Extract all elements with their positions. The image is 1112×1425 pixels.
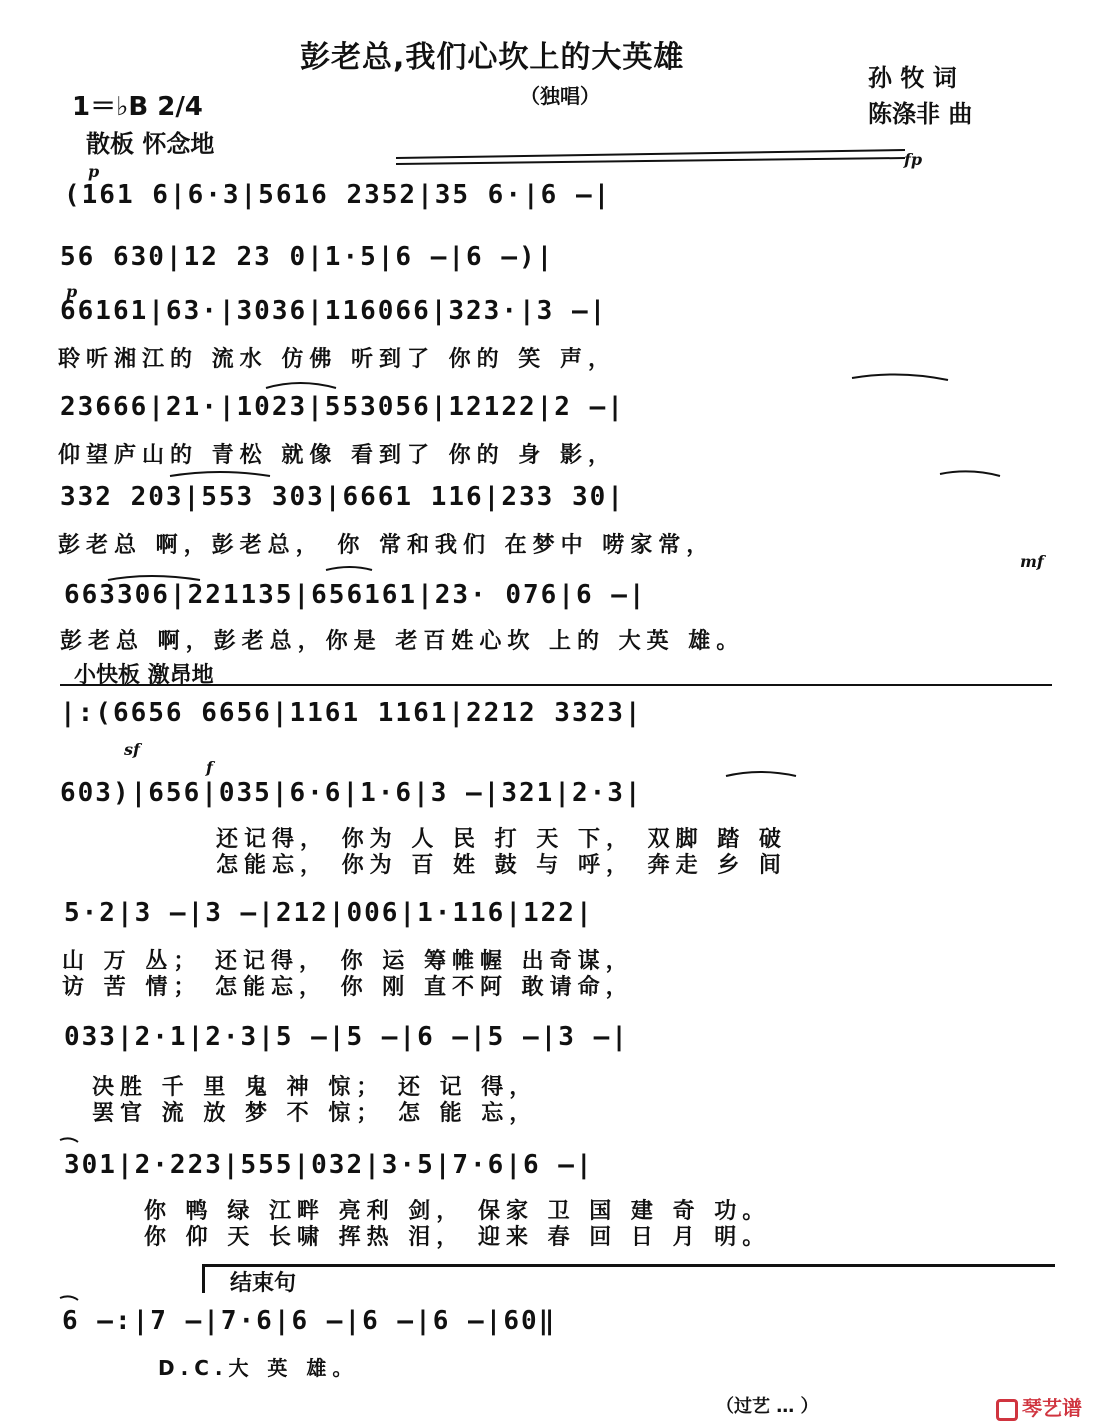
dynamic-p-1: p [88,162,100,181]
notation-row-4: 23666|21·|1023|553056|12122|2 —| [60,392,625,422]
notation-row-8: 603)|656|035|6·6|1·6|3 —|321|2·3| [60,778,643,808]
lyrics-row-9-verse-1: 山 万 丛； 还记得， 你 运 筹帷幄 出奇谋， [62,949,634,974]
notation-row-3: 66161|63·|3036|116066|323·|3 —| [60,296,608,326]
footer-note: （过艺 … ） [716,1396,819,1417]
lyrics-row-5: 彭老总 啊，彭老总， 你 常和我们 在梦中 唠家常， [58,533,715,558]
dynamic-sf: sf [124,740,140,759]
watermark-text: 琴艺谱 [1022,1396,1082,1420]
notation-row-2: 56 630|12 23 0|1·5|6 —|6 —)| [60,242,555,272]
lyrics-row-9-verse-2: 访 苦 情； 怎能忘， 你 刚 直不阿 敢请命， [62,975,634,1000]
slur [266,383,336,388]
slur [60,1296,78,1300]
slur [852,374,948,380]
slur [940,471,1000,476]
notation-row-11: 301|2·223|555|032|3·5|7·6|6 —| [64,1150,594,1180]
notation-row-1: (161 6|6·3|5616 2352|35 6·|6 —| [64,180,612,210]
dynamic-p-2: p [66,282,78,301]
lyrics-row-8-verse-2: 怎能忘， 你为 百 姓 鼓 与 呼， 奔走 乡 间 [216,853,787,878]
notation-row-6: 663306|221135|656161|23· 076|6 —| [64,580,647,610]
slur [60,1138,78,1142]
lyrics-row-10-verse-2: 罢官 流 放 梦 不 惊； 怎 能 忘， [92,1101,538,1126]
slur [170,472,270,476]
key-signature: 1＝♭B 2/4 [72,92,203,122]
notation-row-9: 5·2|3 —|3 —|212|006|1·116|122| [64,898,594,928]
tempo-marking-2: 小快板 激昂地 [74,663,214,688]
lyrics-row-4: 仰望庐山的 青松 就像 看到了 你的 身 影， [58,443,616,468]
composer-credit: 陈涤非 曲 [868,100,973,128]
lyrics-row-11-verse-2: 你 仰 天 长啸 挥热 泪， 迎来 春 回 日 月 明。 [144,1225,771,1250]
lyrics-row-10-verse-1: 决胜 千 里 鬼 神 惊； 还 记 得， [92,1075,538,1100]
lyrics-row-6: 彭老总 啊，彭老总，你是 老百姓心坎 上的 大英 雄。 [60,629,745,654]
fermata-line [396,150,905,158]
notation-row-10: 033|2·1|2·3|5 —|5 —|6 —|5 —|3 —| [64,1022,629,1052]
notation-row-5: 332 203|553 303|6661 116|233 30| [60,482,625,512]
slur [326,567,372,570]
lyrics-row-12: D.C.大 英 雄。 [158,1356,359,1380]
dynamic-f: f [206,758,213,777]
lyrics-row-11-verse-1: 你 鸭 绿 江畔 亮利 剑， 保家 卫 国 建 奇 功。 [144,1199,771,1224]
song-subtitle: （独唱） [520,84,600,108]
song-title: 彭老总,我们心坎上的大英雄 [300,40,685,75]
lyricist-credit: 孙 牧 词 [868,64,957,92]
tempo-marking-1: 散板 怀念地 [86,130,215,158]
dynamic-fp: fp [904,150,923,169]
lyrics-row-3: 聆听湘江的 流水 仿佛 听到了 你的 笑 声， [58,347,616,372]
ending-label: 结束句 [230,1271,297,1296]
lyrics-row-8-verse-1: 还记得， 你为 人 民 打 天 下， 双脚 踏 破 [216,827,787,852]
notation-row-7: |:(6656 6656|1161 1161|2212 3323| [60,698,643,728]
notation-row-12: 6 —:|7 —|7·6|6 —|6 —|6 —|60‖ [62,1306,557,1336]
slur [108,576,200,580]
dynamic-mf: mf [1020,552,1044,571]
slur [726,772,796,776]
